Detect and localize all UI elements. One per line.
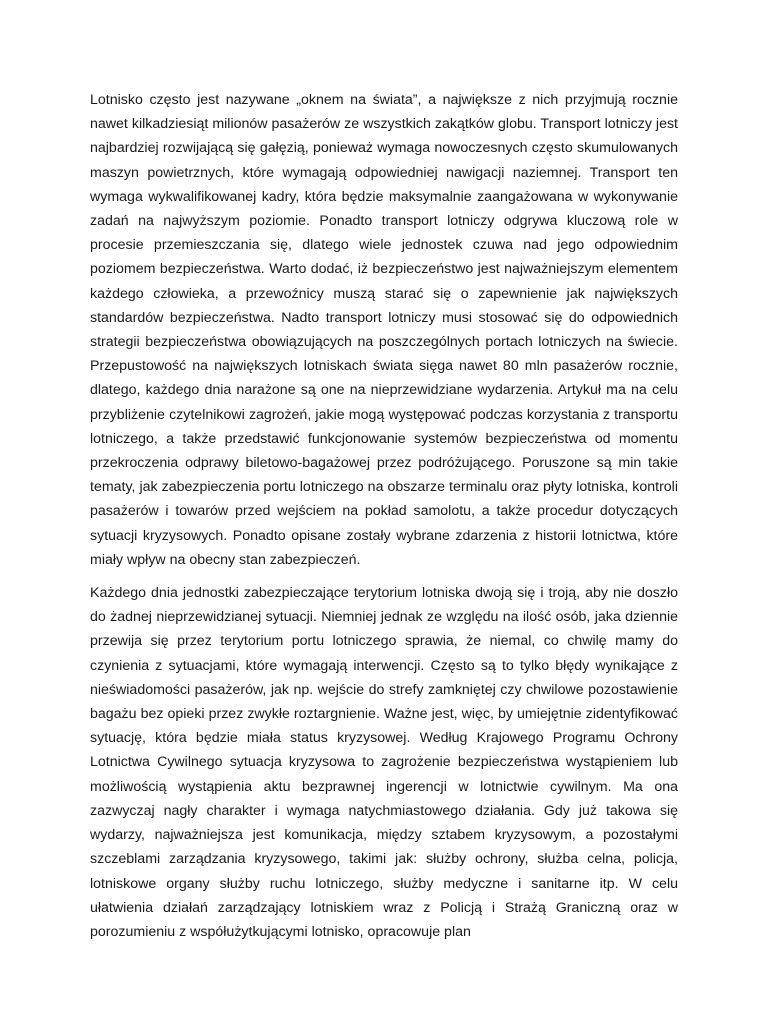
paragraph-crisis: Każdego dnia jednostki zabezpieczające terytorium lotniska dwoją się i troją, aby nie doszło do żadnej nieprzewidzianej sytuacji. Niemniej jednak ze względu na ilość osób, jaka dziennie przewija się przez terytorium portu lotniczego sprawia, że niemal, co chwilę mamy do czynienia z sytuacjami, które wymagają interwencji. Często są to tylko błędy wynikające z nieświadomości pasażerów, jak np. wejście do strefy zamkniętej czy chwilowe pozostawienie bagażu bez opieki przez zwykłe roztargnienie. Ważne jest, więc, by umiejętnie zidentyfikować sytuację, która będzie miała status kryzysowej. Według Krajowego Programu Ochrony Lotnictwa Cywilnego sytuacja kryzysowa to zagrożenie bezpieczeństwa wystąpieniem lub możliwością wystąpienia aktu bezprawnej ingerencji w lotnictwie cywilnym. Ma ona zazwyczaj nagły charakter i wymaga natychmiastowego działania. Gdy już takowa się wydarzy, najważniejsza jest komunikacja, między sztabem kryzysowym, a pozostałymi szczeblami zarządzania kryzysowego, takimi jak: służby ochrony, służba celna, policja, lotniskowe organy służby ruchu lotniczego, służby medyczne i sanitarne itp. W celu ułatwienia działań zarządzający lotniskiem wraz z Policją i Strażą Graniczną oraz w porozumieniu z współużytkującymi lotnisko, opracowuje plan [90, 585, 678, 940]
document-page [90, 88, 678, 944]
paragraph-intro: Lotnisko często jest nazywane „oknem na świata”, a największe z nich przyjmują rocznie nawet kilkadziesiąt milionów pasażerów ze wszystkich zakątków globu. Transport lotniczy jest najbardziej rozwijającą się gałęzią, ponieważ wymaga nowoczesnych często skumulowanych maszyn powietrznych, które wymagają odpowiedniej nawigacji naziemnej. Transport ten wymaga wykwalifikowanej kadry, która będzie maksymalnie zaangażowana w wykonywanie zadań na najwyższym poziomie. Ponadto transport lotniczy odgrywa kluczową role w procesie przemieszczania się, dlatego wiele jednostek czuwa nad jego odpowiednim poziomem bezpieczeństwa. Warto dodać, iż bezpieczeństwo jest najważniejszym elementem każdego człowieka, a przewoźnicy muszą starać się o zapewnienie jak największych standardów bezpieczeństwa. Nadto transport lotniczy musi stosować się do odpowiednich strategii bezpieczeństwa obowiązujących na poszczególnych portach lotniczych na świecie. Przepustowość na największych lotniskach świata sięga nawet 80 mln pasażerów rocznie, dlatego, każdego dnia narażone są one na nieprzewidziane wydarzenia. Artykuł ma na celu przybliżenie czytelnikowi zagrożeń, jakie mogą występować podczas korzystania z transportu lotniczego, a także przedstawić funkcjonowanie systemów bezpieczeństwa od momentu przekroczenia odprawy biletowo-bagażowej przez podróżującego. Poruszone są min takie tematy, jak zabezpieczenia portu lotniczego na obszarze terminalu oraz płyty lotniska, kontroli pasażerów i towarów przed wejściem na pokład samolotu, a także procedur dotyczących sytuacji kryzysowych. Ponadto opisane zostały wybrane zdarzenia z historii lotnictwa, które miały wpływ na obecny stan zabezpieczeń. [90, 92, 678, 568]
